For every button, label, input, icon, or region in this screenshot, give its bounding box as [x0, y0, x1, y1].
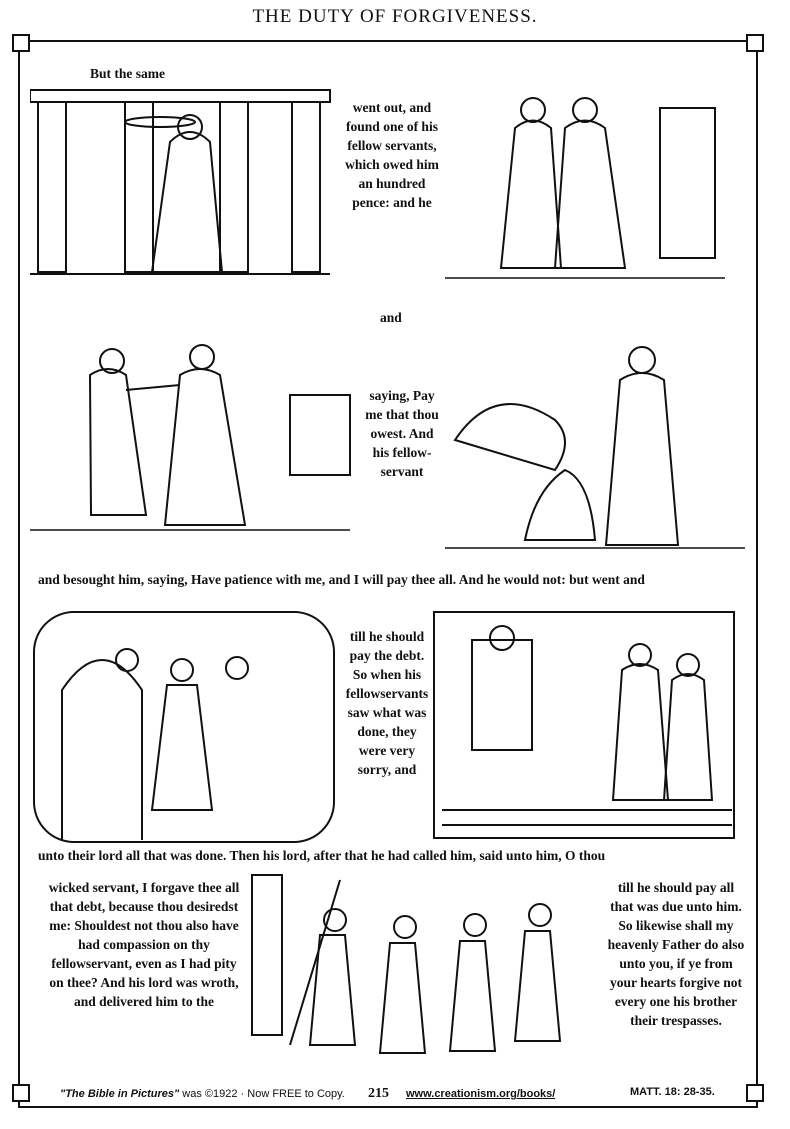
page-title: THE DUTY OF FORGIVENESS.: [252, 6, 538, 27]
footer-page-number: 215: [367, 1086, 389, 1101]
frame-corner-tl: [12, 34, 30, 52]
illustration-led-away: [250, 865, 605, 1075]
text-and-1: and: [380, 310, 402, 325]
footer-copyright: was ©1922 · Now FREE to Copy.: [179, 1088, 345, 1100]
text-went-out: went out, and found one of his fellow servants, which owed him an hundred pence: and he: [345, 100, 439, 210]
text-but-the-same: But the same: [90, 66, 165, 81]
frame-corner-tr: [746, 34, 764, 52]
illustration-servant-with-tray: [30, 82, 340, 292]
text-till-he-should-pay-all: till he should pay all that was due unto him. So likewise shall my heavenly Father do also unto you, if ye from your hearts forgive not every one his brother their trespasses.: [607, 880, 745, 1028]
illustration-two-men-meeting: [445, 88, 735, 293]
illustration-cast-into-prison: [32, 610, 337, 845]
text-unto-their-lord: unto their lord all that was done. Then his lord, after that he had called him, said unto him, O thou: [38, 848, 606, 863]
text-wicked-servant: wicked servant, I forgave thee all that debt, because thou desiredst me: Shouldest not thou also have had compassion on thy fellowservant, even as I had pity on thee? And his lord was wroth, and delivered him to the: [48, 880, 240, 1009]
text-till-he-should-pay: till he should pay the debt. So when his fellowservants saw what was done, they were very sorry, and: [345, 629, 429, 777]
frame-corner-bl: [12, 1084, 30, 1102]
illustration-lord-on-throne: [432, 610, 752, 840]
illustration-servant-kneeling: [445, 340, 745, 555]
text-saying-pay-me: saying, Pay me that thou owest. And his fellow-servant: [365, 388, 439, 479]
text-besought-him: and besought him, saying, Have patience with me, and I will pay thee all. And he would not: but went and: [38, 572, 645, 587]
footer-book-title: "The Bible in Pictures": [60, 1088, 180, 1100]
frame-corner-br: [746, 1084, 764, 1102]
footer-url-link[interactable]: www.creationism.org/books/: [406, 1088, 556, 1100]
illustration-seizing-by-throat: [30, 335, 360, 540]
footer: [60, 1086, 740, 1102]
footer-scripture-reference: MATT. 18: 28-35.: [630, 1086, 715, 1098]
